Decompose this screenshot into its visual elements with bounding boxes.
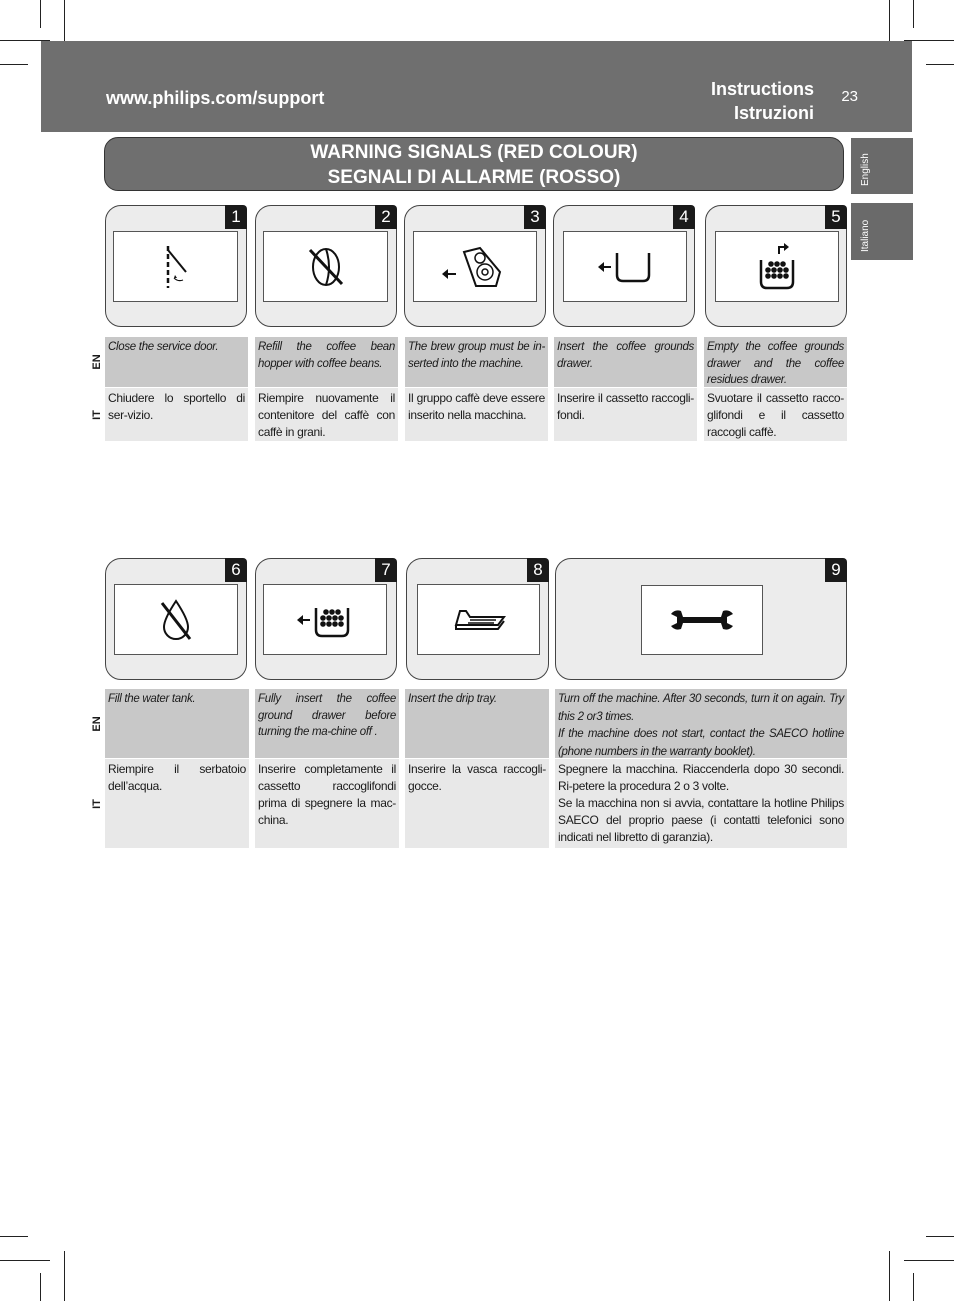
- signal-text-en: Insert the drip tray.: [405, 689, 549, 758]
- no-coffee-beans-icon: [304, 244, 348, 290]
- signal-number: 1: [225, 205, 247, 229]
- signal-text-it: Inserire completamente il cassetto raccoglifondi prima di spegnere la mac-china.: [255, 759, 399, 848]
- signal-9-it-line1: Spegnere la macchina. Riaccenderla dopo 30 secondi. Ri-petere la procedura 2 o 3 volte.: [558, 762, 844, 793]
- crop-mark: [0, 1260, 50, 1261]
- title-italian: Istruzioni: [734, 103, 814, 123]
- crop-mark: [926, 64, 954, 65]
- signal-text-it: Riempire nuovamente il contenitore del caffè con caffè in grani.: [255, 388, 398, 441]
- signal-card-4: [553, 205, 695, 327]
- signal-screen: [715, 231, 839, 302]
- signal-number: 3: [524, 205, 546, 229]
- crop-mark: [0, 1236, 28, 1237]
- signal-screen: [263, 584, 387, 655]
- drip-tray-icon: [452, 605, 506, 635]
- title-english: Instructions: [710, 79, 814, 99]
- signal-card-2: [255, 205, 397, 327]
- insert-grounds-icon: [294, 600, 356, 640]
- crop-mark: [40, 1273, 41, 1301]
- banner-title-it: SEGNALI DI ALLARME (ROSSO): [327, 167, 621, 188]
- signal-card-7: [255, 558, 397, 680]
- lang-label-en: EN: [91, 715, 103, 732]
- signal-text-it: Chiudere lo sportello di ser-vizio.: [105, 388, 248, 441]
- signal-text-en: Refill the coffee bean hopper with coffee beans.: [255, 337, 398, 387]
- signal-screen: [114, 584, 238, 655]
- signal-text-it: Riempire il serbatoio dell’acqua.: [105, 759, 249, 848]
- tab-italiano-label: Italiano: [860, 219, 871, 252]
- signal-text-en: Insert the coffee grounds drawer.: [554, 337, 697, 387]
- signal-text-en: Fully insert the coffee ground drawer before turning the ma-chine off .: [255, 689, 399, 758]
- tab-english[interactable]: [851, 138, 913, 194]
- signal-number: 6: [225, 558, 247, 582]
- signal-screen: [417, 584, 540, 655]
- signal-card-5: [705, 205, 847, 327]
- crop-mark: [0, 64, 28, 65]
- signal-screen: [413, 231, 537, 302]
- signal-text-en: Fill the water tank.: [105, 689, 249, 758]
- signal-9-en-line2: If the machine does not start, contact the SAECO hotline (phone numbers in the warranty booklet).: [558, 728, 844, 758]
- signal-number: 5: [825, 205, 847, 229]
- page-number: 23: [841, 88, 858, 105]
- service-door-icon: [156, 242, 196, 292]
- signal-text-it: Inserire la vasca raccogli-gocce.: [405, 759, 549, 848]
- crop-mark: [904, 1260, 954, 1261]
- header-title: [711, 77, 814, 125]
- signal-text-en: The brew group must be in-serted into the machine.: [405, 337, 548, 387]
- crop-mark: [913, 0, 914, 28]
- signal-text-it: [555, 759, 847, 848]
- brew-group-icon: [440, 242, 510, 292]
- tab-english-label: English: [860, 153, 871, 186]
- signal-screen: [263, 231, 388, 302]
- signal-card-3: [404, 205, 546, 327]
- wrench-icon: [669, 607, 735, 633]
- signal-text-en: Empty the coffee grounds drawer and the coffee residues drawer.: [704, 337, 847, 387]
- crop-mark: [913, 1273, 914, 1301]
- banner-title-en: WARNING SIGNALS (RED COLOUR): [310, 142, 638, 163]
- signal-number: 8: [527, 558, 549, 582]
- signal-card-6: [105, 558, 247, 680]
- empty-grounds-icon: [757, 242, 797, 292]
- signal-number: 4: [673, 205, 695, 229]
- support-url[interactable]: www.philips.com/support: [106, 88, 325, 108]
- signal-number: 2: [375, 205, 397, 229]
- crop-mark: [889, 1251, 890, 1301]
- lang-label-it: IT: [91, 798, 103, 809]
- signal-number: 9: [825, 558, 847, 582]
- signal-9-en-line1: Turn off the machine. After 30 seconds, turn it on again. Try this 2 or3 times.: [558, 693, 844, 723]
- signal-screen: [563, 231, 687, 302]
- signal-card-1: [105, 205, 247, 327]
- signal-text-it: Il gruppo caffè deve essere inserito nella macchina.: [405, 388, 548, 441]
- section-banner: [104, 137, 844, 191]
- signal-card-9: [555, 558, 847, 680]
- signal-9-it-line2: Se la macchina non si avvia, contattare la hotline Philips SAECO del proprio paese (i contatti telefonici sono indicati nel libretto di garanzia).: [558, 796, 844, 844]
- signal-screen: [113, 231, 238, 302]
- grounds-drawer-icon: [595, 247, 655, 287]
- crop-mark: [64, 1251, 65, 1301]
- signal-text-it: Inserire il cassetto raccogli-fondi.: [554, 388, 697, 441]
- water-tank-icon: [156, 597, 196, 643]
- lang-label-it: IT: [91, 409, 103, 420]
- tab-italiano[interactable]: [851, 203, 913, 260]
- signal-number: 7: [375, 558, 397, 582]
- crop-mark: [40, 0, 41, 28]
- crop-mark: [926, 1236, 954, 1237]
- signal-screen: [641, 585, 763, 655]
- signal-card-8: [406, 558, 549, 680]
- signal-text-en: Close the service door.: [105, 337, 248, 387]
- page-header: [41, 41, 912, 132]
- lang-label-en: EN: [91, 354, 103, 370]
- signal-text-it: Svuotare il cassetto racco-glifondi e il cassetto raccogli caffè.: [704, 388, 847, 441]
- signal-text-en: [555, 689, 847, 758]
